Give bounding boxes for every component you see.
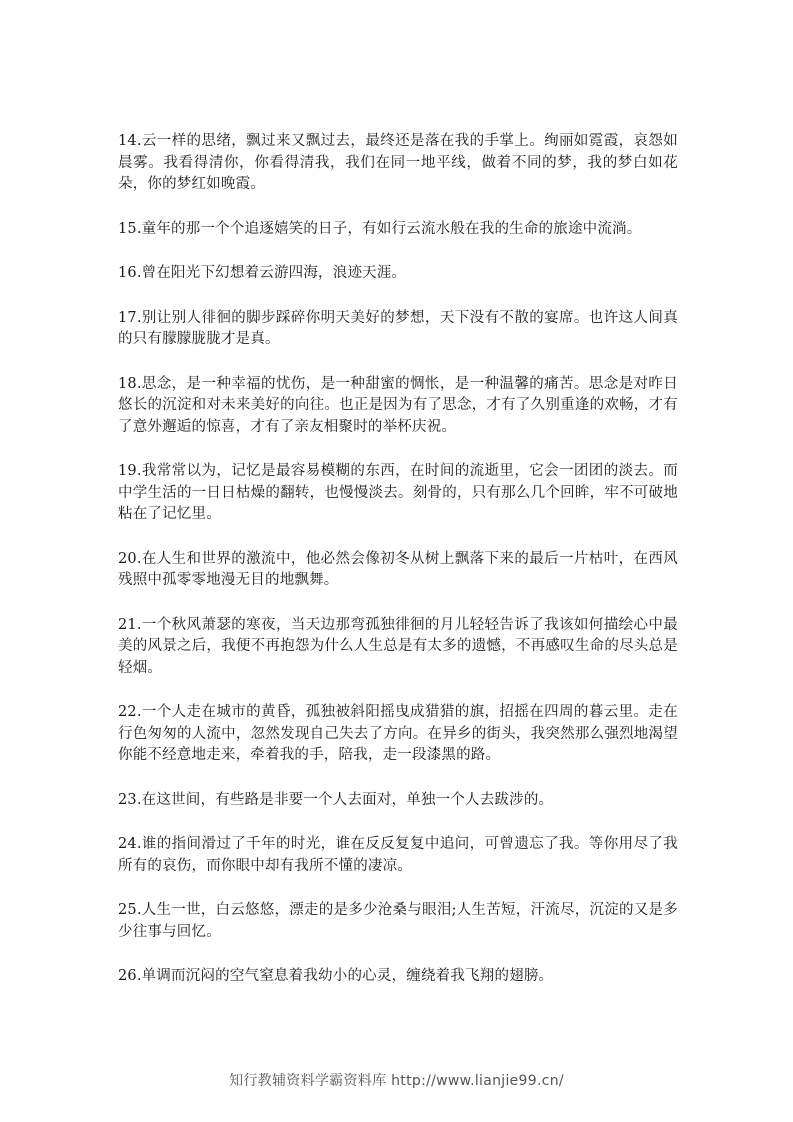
paragraph-17: 17.别让别人徘徊的脚步踩碎你明天美好的梦想，天下没有不散的宴席。也许这人间真的只有朦朦胧胧才是真。: [118, 309, 678, 347]
paragraph-22: 22.一个人走在城市的黄昏，孤独被斜阳摇曳成猎猎的旗，招摇在四周的暮云里。走在行色匆匆的人流中，忽然发现自己失去了方向。在异乡的街头，我突然那么强烈地渴望你能不经意地走来，牵着我的手，陪我，走一段漆黑的路。: [118, 704, 678, 763]
paragraph-16: 16.曾在阳光下幻想着云游四海，浪迹天涯。: [118, 265, 407, 281]
document-body: [118, 131, 678, 1011]
paragraph-14: 14.云一样的思绪，飘过来又飘过去，最终还是落在我的手掌上。绚丽如霓霞，哀怨如晨雾。我看得清你，你看得清我，我们在同一地平线，做着不同的梦，我的梦白如花朵，你的梦红如晚霞。: [118, 133, 678, 192]
paragraph-18: 18.思念，是一种幸福的忧伤，是一种甜蜜的惆怅，是一种温馨的痛苦。思念是对昨日悠长的沉淀和对未来美好的向往。也正是因为有了思念，才有了久别重逢的欢畅，才有了意外邂逅的惊喜，才有了亲友相聚时的举杯庆祝。: [118, 375, 678, 435]
paragraph-24: 24.谁的指间滑过了千年的时光，谁在反反复复中追问，可曾遗忘了我。等你用尽了我所有的哀伤，而你眼中却有我所不懂的凄凉。: [118, 836, 678, 874]
paragraph-23: 23.在这世间，有些路是非要一个人去面对，单独一个人去跋涉的。: [118, 791, 554, 808]
paragraph-25: 25.人生一世，白云悠悠，漂走的是多少沧桑与眼泪;人生苦短，汗流尽，沉淀的又是多少往事与回忆。: [118, 902, 678, 940]
paragraph-15: 15.童年的那一个个追逐嬉笑的日子，有如行云流水般在我的生命的旅途中流淌。: [118, 220, 642, 237]
paragraph-19: 19.我常常以为，记忆是最容易模糊的东西，在时间的流逝里，它会一团团的淡去。而中学生活的一日日枯燥的翻转，也慢慢淡去。刻骨的，只有那么几个回眸，牢不可破地粘在了记忆里。: [118, 463, 678, 522]
paragraph-20: 20.在人生和世界的激流中，他必然会像初冬从树上飘落下来的最后一片枯叶，在西风残照中孤零零地漫无目的地飘舞。: [118, 550, 678, 588]
paragraph-26: 26.单调而沉闷的空气窒息着我幼小的心灵，缠绕着我飞翔的翅膀。: [118, 968, 554, 984]
paragraph-21: 21.一个秋风萧瑟的寒夜，当天边那弯孤独徘徊的月儿轻轻告诉了我该如何描绘心中最美的风景之后，我便不再抱怨为什么人生总是有太多的遗憾，不再感叹生命的尽头总是轻烟。: [118, 616, 678, 676]
footer-watermark: 知行教辅资料学霸资料库 http://www.lianjie99.cn/: [229, 1073, 564, 1089]
